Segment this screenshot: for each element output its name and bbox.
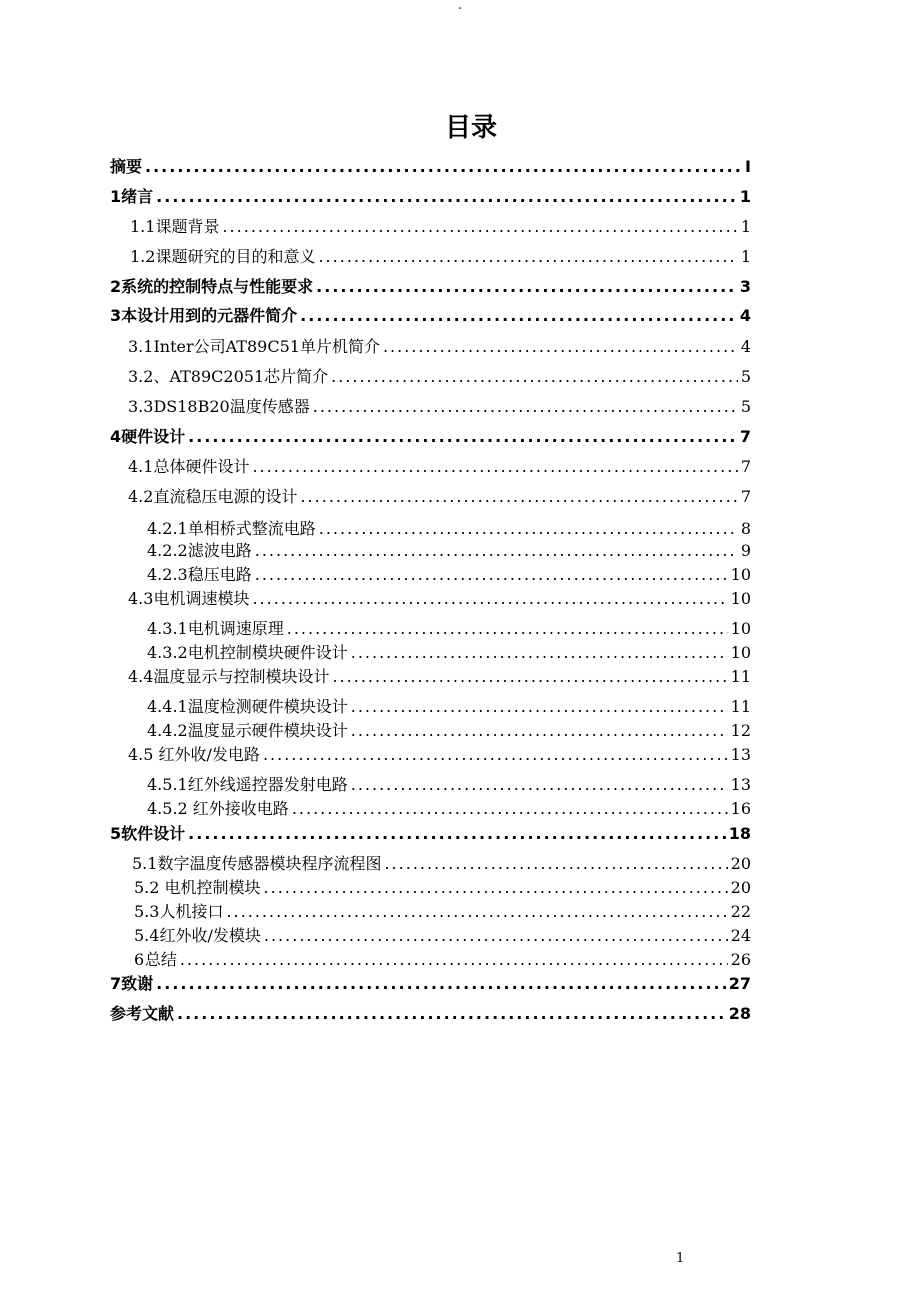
- toc-entry[interactable]: [110, 156, 751, 178]
- toc-entry[interactable]: [130, 216, 751, 238]
- page-number: 1: [676, 1251, 685, 1266]
- toc-entry-page: 9: [740, 541, 751, 560]
- toc-entry[interactable]: [147, 618, 751, 640]
- toc-entry-number: 7: [110, 974, 122, 993]
- toc-entry-label: 参考文献: [110, 1004, 175, 1023]
- toc-entry-label: 温度显示硬件模块设计: [187, 721, 348, 740]
- toc-entry-page: 10: [730, 565, 751, 584]
- toc-entry[interactable]: [147, 696, 751, 718]
- toc-entry-label: 数字温度传感器模块程序流程图: [157, 854, 382, 873]
- toc-entry[interactable]: [110, 186, 751, 208]
- toc-entry-number: 4.2.2: [147, 541, 188, 560]
- toc-dot-leader: [318, 246, 737, 268]
- toc-entry-number: 4: [110, 427, 122, 446]
- toc-entry-page: 13: [730, 745, 751, 764]
- toc-entry-label: 温度显示与控制模块设计: [153, 667, 330, 686]
- page-title: 目录: [444, 113, 497, 143]
- toc-entry-page: 4: [740, 337, 751, 356]
- toc-entry-number: 3.1: [128, 337, 154, 356]
- toc-entry-page: 1: [739, 187, 751, 206]
- toc-entry[interactable]: [128, 366, 751, 388]
- toc-entry-page: 5: [740, 367, 751, 386]
- toc-entry-page: 7: [740, 457, 751, 476]
- toc-entry[interactable]: [134, 925, 751, 947]
- toc-entry-page: 11: [730, 667, 751, 686]
- toc-dot-leader: [287, 618, 728, 640]
- toc-entry[interactable]: [134, 949, 751, 971]
- toc-dot-leader: [351, 696, 728, 718]
- toc-entry-page: 16: [730, 799, 751, 818]
- toc-entry-number: 5.4: [134, 926, 160, 945]
- toc-entry-number: 4.4.1: [147, 697, 188, 716]
- toc-entry-label: 系统的控制特点与性能要求: [121, 277, 314, 296]
- toc-dot-leader: [188, 426, 737, 448]
- toc-entry-number: 5.1: [132, 854, 158, 873]
- toc-entry[interactable]: [110, 305, 751, 327]
- toc-dot-leader: [292, 798, 728, 820]
- toc-dot-leader: [222, 216, 737, 238]
- toc-entry-page: 7: [740, 487, 751, 506]
- toc-entry[interactable]: [128, 396, 751, 418]
- toc-dot-leader: [351, 642, 728, 664]
- toc-entry-page: 12: [730, 721, 751, 740]
- toc-entry-number: 5: [110, 824, 122, 843]
- toc-dot-leader: [226, 901, 727, 923]
- toc-dot-leader: [255, 540, 738, 562]
- toc-entry-label: 课题背景: [155, 217, 220, 236]
- toc-entry-label: 人机接口: [159, 902, 224, 921]
- toc-dot-leader: [177, 1003, 726, 1025]
- toc-dot-leader: [384, 853, 727, 875]
- toc-entry-page: 7: [739, 427, 751, 446]
- toc-entry[interactable]: [147, 642, 751, 664]
- toc-entry[interactable]: [147, 774, 751, 796]
- toc-entry-number: 4.2.1: [147, 519, 188, 538]
- toc-entry-page: 20: [730, 878, 751, 897]
- toc-entry-page: 26: [730, 950, 751, 969]
- toc-entry-label: 电机调速模块: [153, 589, 250, 608]
- toc-entry[interactable]: [147, 798, 751, 820]
- toc-entry-page: 13: [730, 775, 751, 794]
- toc-entry-label: 摘要: [110, 157, 143, 176]
- toc-entry-page: 22: [730, 902, 751, 921]
- toc-entry-page: 3: [739, 277, 751, 296]
- toc-entry-number: 2: [110, 277, 122, 296]
- toc-entry-label: 温度检测硬件模块设计: [187, 697, 348, 716]
- toc-entry-label: 总结: [144, 950, 177, 969]
- toc-entry-number: 5.3: [134, 902, 160, 921]
- toc-entry-label: 5.2 电机控制模块: [134, 878, 261, 897]
- toc-entry[interactable]: [110, 823, 751, 845]
- toc-dot-leader: [255, 564, 728, 586]
- toc-entry-page: I: [745, 157, 751, 176]
- toc-entry-label: 4.5.2 红外接收电路: [147, 799, 289, 818]
- toc-dot-leader: [264, 877, 728, 899]
- toc-entry-page: 1: [740, 247, 751, 266]
- toc-entry-page: 10: [730, 589, 751, 608]
- toc-entry-label: 本设计用到的元器件简介: [121, 306, 298, 325]
- toc-entry-number: 4.4: [128, 667, 154, 686]
- toc-entry-label: 直流稳压电源的设计: [153, 487, 298, 506]
- toc-entry-label: 稳压电路: [187, 565, 252, 584]
- toc-entry[interactable]: [132, 853, 751, 875]
- toc-dot-leader: [263, 744, 728, 766]
- toc-entry-label: 电机调速原理: [187, 619, 284, 638]
- toc-entry-page: 20: [730, 854, 751, 873]
- toc-entry-number: 3: [110, 306, 122, 325]
- toc-entry[interactable]: [147, 564, 751, 586]
- toc-entry[interactable]: [130, 246, 751, 268]
- toc-entry-number: 4.3: [128, 589, 154, 608]
- toc-entry-number: 4.4.2: [147, 721, 188, 740]
- toc-entry[interactable]: [110, 973, 751, 995]
- toc-entry-label: 3.2、AT89C2051芯片简介: [128, 367, 329, 386]
- toc-entry[interactable]: [110, 426, 751, 448]
- toc-entry[interactable]: [147, 540, 751, 562]
- toc-entry-number: 4.5.1: [147, 775, 188, 794]
- toc-entry-page: 4: [739, 306, 751, 325]
- toc-entry[interactable]: [147, 720, 751, 742]
- toc-entry-number: 1.1: [130, 217, 156, 236]
- toc-entry[interactable]: [128, 486, 751, 508]
- toc-dot-leader: [156, 186, 737, 208]
- toc-entry[interactable]: [128, 588, 751, 610]
- toc-entry-label: 致谢: [121, 974, 154, 993]
- toc-dot-leader: [383, 336, 738, 358]
- toc-entry[interactable]: [110, 276, 751, 298]
- toc-entry-label: 电机控制模块硬件设计: [187, 643, 348, 662]
- toc-entry-label: 课题研究的目的和意义: [155, 247, 316, 266]
- toc-entry-page: 10: [730, 643, 751, 662]
- toc-entry[interactable]: [147, 518, 751, 540]
- toc-dot-leader: [351, 774, 728, 796]
- toc-entry[interactable]: [134, 877, 751, 899]
- toc-dot-leader: [313, 396, 738, 418]
- toc-entry-label: 总体硬件设计: [153, 457, 250, 476]
- toc-entry-label: 单相桥式整流电路: [187, 519, 316, 538]
- toc-entry-number: 4.1: [128, 457, 154, 476]
- toc-entry-page: 1: [740, 217, 751, 236]
- toc-dot-leader: [188, 823, 726, 845]
- header-mark: -: [458, 2, 462, 14]
- toc-entry[interactable]: [134, 901, 751, 923]
- toc-entry-label: 绪言: [121, 187, 154, 206]
- toc-dot-leader: [300, 305, 737, 327]
- toc-dot-leader: [319, 518, 738, 540]
- toc-entry-label: DS18B20温度传感器: [153, 397, 310, 416]
- toc-entry-page: 10: [730, 619, 751, 638]
- toc-entry-number: 1: [110, 187, 122, 206]
- toc-entry[interactable]: [110, 1003, 751, 1025]
- toc-dot-leader: [331, 366, 738, 388]
- toc-entry[interactable]: [128, 666, 751, 688]
- toc-entry-page: 27: [728, 974, 751, 993]
- toc-entry-number: 6: [134, 950, 145, 969]
- toc-entry-page: 5: [740, 397, 751, 416]
- toc-entry-page: 28: [728, 1004, 751, 1023]
- toc-entry-number: 3.3: [128, 397, 154, 416]
- toc-entry-page: 11: [730, 697, 751, 716]
- toc-entry-label: 滤波电路: [187, 541, 252, 560]
- toc-entry-number: 4.3.2: [147, 643, 188, 662]
- toc-entry-label: 红外收/发模块: [159, 926, 261, 945]
- toc-dot-leader: [264, 925, 728, 947]
- toc-entry-number: 1.2: [130, 247, 156, 266]
- toc-entry-page: 24: [730, 926, 751, 945]
- toc-entry-label: 红外线遥控器发射电路: [187, 775, 348, 794]
- toc-entry-page: 8: [740, 519, 751, 538]
- toc-entry[interactable]: [128, 744, 751, 766]
- toc-entry-page: 18: [728, 824, 751, 843]
- toc-dot-leader: [316, 276, 737, 298]
- toc-dot-leader: [252, 588, 727, 610]
- toc-dot-leader: [332, 666, 727, 688]
- toc-entry-label: 4.5 红外收/发电路: [128, 745, 260, 764]
- toc-entry-number: 4.2: [128, 487, 154, 506]
- toc-entry-number: 4.2.3: [147, 565, 188, 584]
- toc-entry-label: 软件设计: [121, 824, 186, 843]
- toc-entry[interactable]: [128, 456, 751, 478]
- toc-dot-leader: [300, 486, 737, 508]
- toc-entry-label: 硬件设计: [121, 427, 186, 446]
- toc-dot-leader: [351, 720, 728, 742]
- toc-dot-leader: [145, 156, 742, 178]
- toc-dot-leader: [252, 456, 737, 478]
- toc-entry-number: 4.3.1: [147, 619, 188, 638]
- toc-dot-leader: [180, 949, 728, 971]
- toc-entry[interactable]: [128, 336, 751, 358]
- toc-dot-leader: [156, 973, 726, 995]
- toc-entry-label: Inter公司AT89C51单片机简介: [153, 337, 380, 356]
